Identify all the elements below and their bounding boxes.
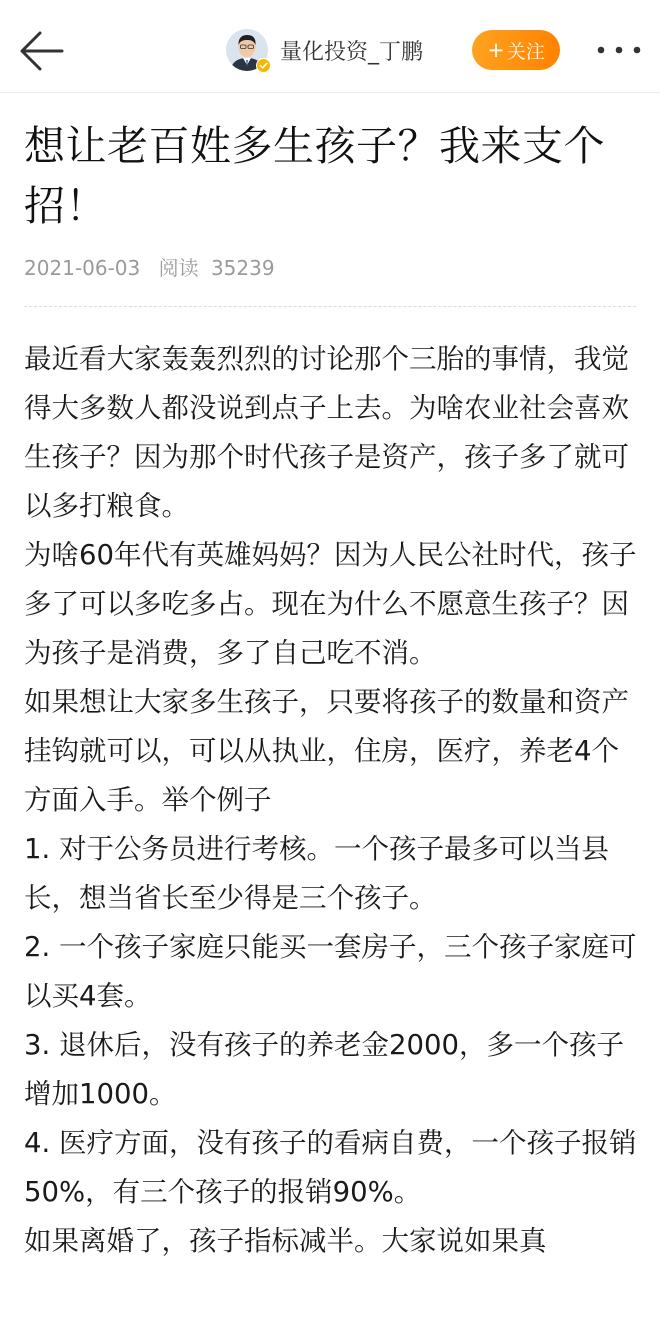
paragraph: 如果想让大家多生孩子，只要将孩子的数量和资产挂钩就可以，可以从执业，住房，医疗，养老4个方面入手。举个例子: [24, 686, 629, 816]
back-button[interactable]: [14, 24, 68, 78]
plus-icon: +: [487, 38, 505, 62]
more-button[interactable]: [596, 38, 642, 62]
author-info[interactable]: [226, 28, 423, 72]
list-item: 4. 医疗方面，没有孩子的看病自费，一个孩子报销50%，有三个孩子的报销90%。: [24, 1127, 637, 1208]
top-bar: [0, 0, 660, 92]
publish-date: 2021-06-03: [24, 256, 141, 280]
header-divider: [0, 92, 660, 93]
avatar[interactable]: [226, 29, 268, 71]
article-meta: [24, 252, 275, 281]
paragraph: 为啥60年代有英雄妈妈？因为人民公社时代，孩子多了可以多吃多占。现在为什么不愿意生孩子？因为孩子是消费，多了自己吃不消。: [24, 539, 637, 669]
list-item: 2. 一个孩子家庭只能买一套房子，三个孩子家庭可以买4套。: [24, 931, 637, 1012]
read-count: 35239: [210, 256, 275, 280]
verified-badge-icon: [256, 58, 271, 73]
more-dots-icon: [596, 38, 642, 62]
paragraph: 最近看大家轰轰烈烈的讨论那个三胎的事情，我觉得大多数人都没说到点子上去。为啥农业社会喜欢生孩子？因为那个时代孩子是资产，孩子多了就可以多打粮食。: [24, 343, 629, 522]
arrow-left-icon: [14, 24, 68, 78]
article-body: [24, 335, 640, 1266]
paragraph: 如果离婚了，孩子指标减半。大家说如果真: [24, 1225, 547, 1257]
list-item: 1. 对于公务员进行考核。一个孩子最多可以当县长，想当省长至少得是三个孩子。: [24, 833, 609, 914]
meta-divider: [24, 306, 636, 307]
follow-label: 关注: [506, 40, 545, 63]
article-title: 想让老百姓多生孩子？我来支个招！: [24, 122, 605, 230]
list-item: 3. 退休后，没有孩子的养老金2000，多一个孩子增加1000。: [24, 1029, 624, 1110]
read-label: 阅读: [158, 256, 199, 280]
author-name[interactable]: 量化投资_丁鹏: [280, 39, 424, 65]
follow-button[interactable]: [472, 30, 560, 70]
